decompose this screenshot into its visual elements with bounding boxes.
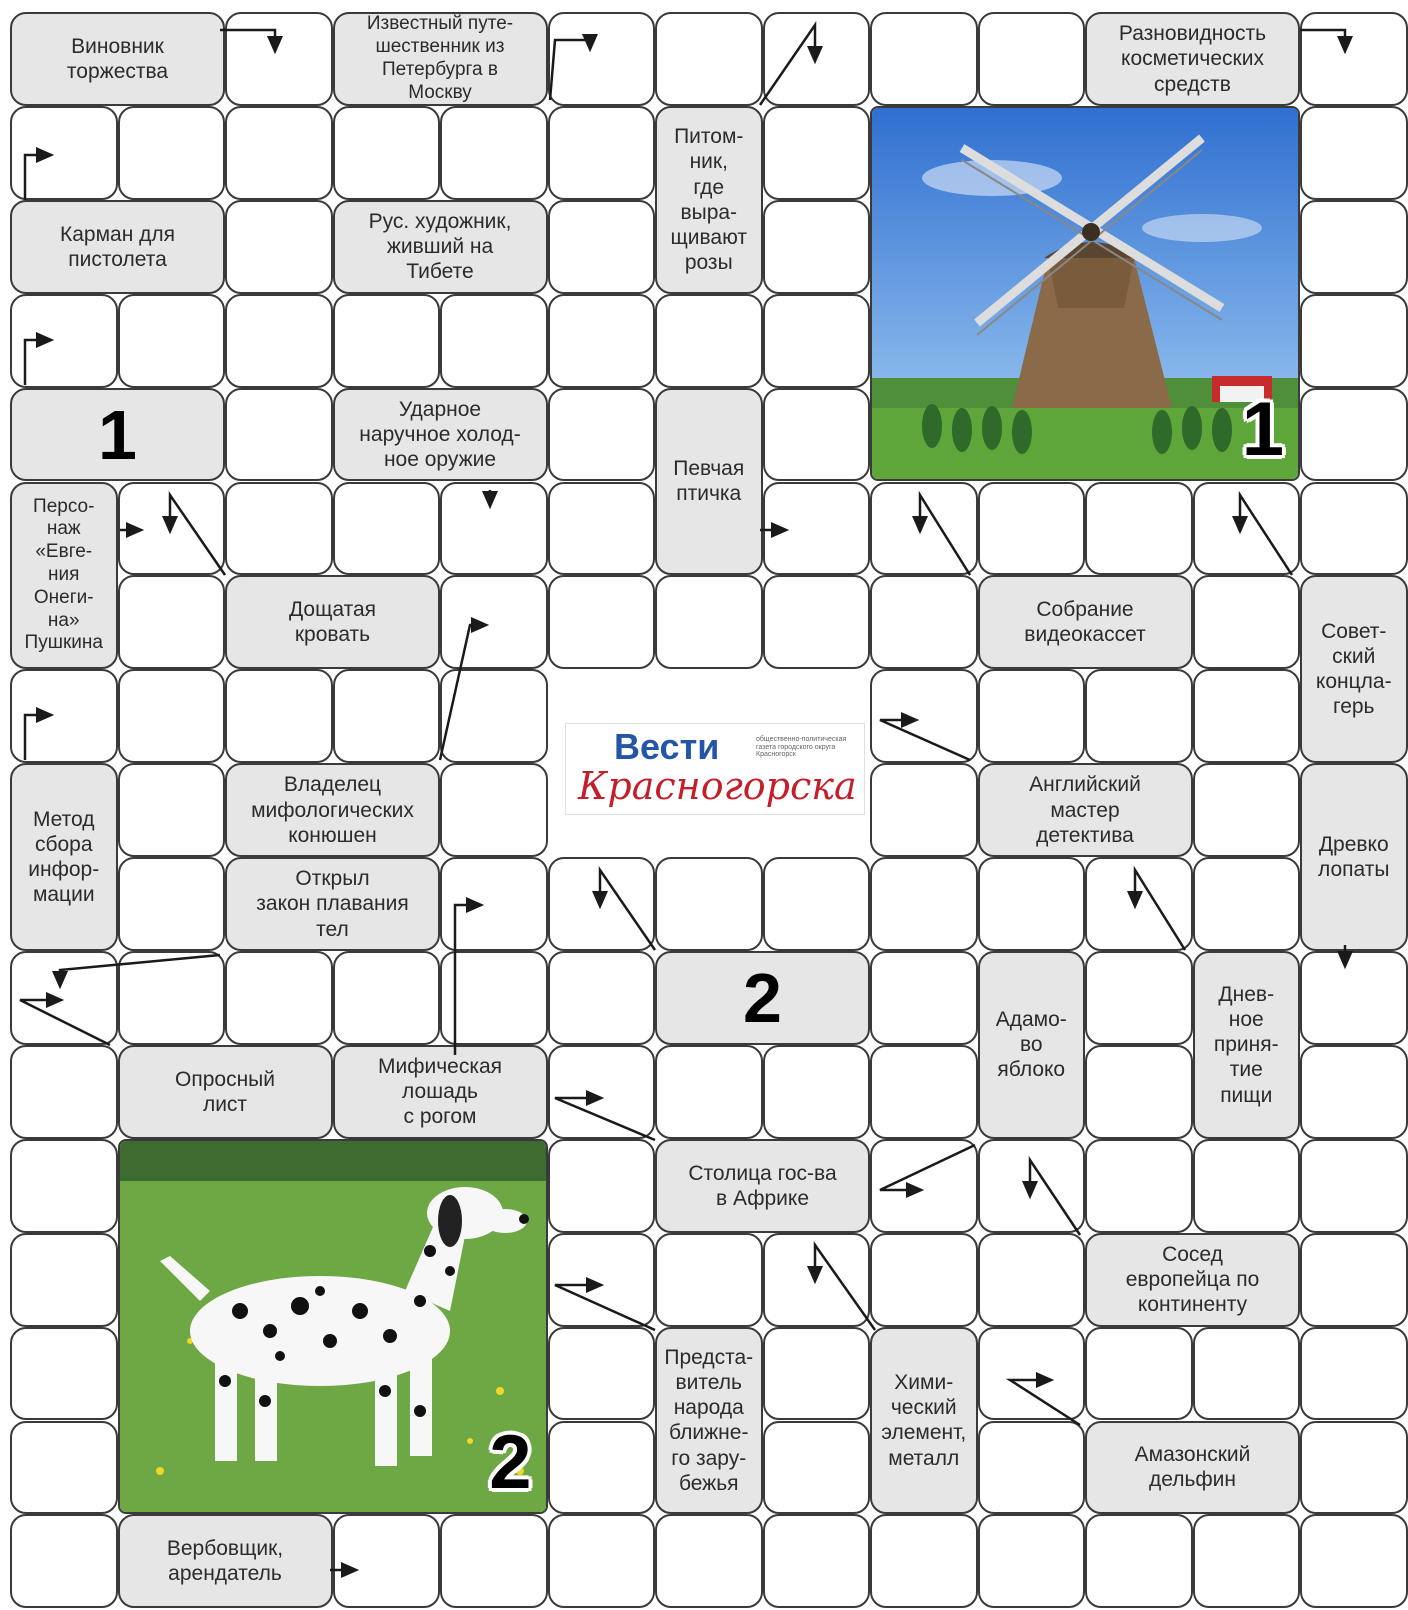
clue-cell: Карман для пистолета — [10, 200, 225, 294]
grid-cell[interactable] — [440, 575, 548, 669]
grid-cell[interactable] — [655, 1045, 763, 1139]
grid-cell[interactable] — [763, 857, 871, 951]
grid-cell[interactable] — [10, 1233, 118, 1327]
grid-cell[interactable] — [763, 1421, 871, 1515]
grid-cell[interactable] — [655, 12, 763, 106]
grid-cell[interactable] — [763, 12, 871, 106]
grid-cell[interactable] — [548, 857, 656, 951]
photo-number-badge: 1 — [1241, 387, 1284, 473]
clue-cell: Совет- ский концла- герь — [1300, 575, 1408, 763]
grid-cell[interactable] — [225, 200, 333, 294]
grid-cell[interactable] — [978, 1421, 1086, 1515]
grid-cell[interactable] — [548, 575, 656, 669]
grid-cell[interactable] — [1300, 12, 1408, 106]
grid-cell[interactable] — [978, 669, 1086, 763]
dalmatian-image — [120, 1141, 548, 1515]
clue-cell: Дощатая кровать — [225, 575, 440, 669]
grid-cell[interactable] — [10, 1421, 118, 1515]
grid-cell[interactable] — [225, 294, 333, 388]
windmill-image — [872, 108, 1300, 482]
grid-cell[interactable] — [440, 106, 548, 200]
grid-cell[interactable] — [870, 857, 978, 951]
grid-cell[interactable] — [870, 1045, 978, 1139]
clue-cell: Адамо- во яблоко — [978, 951, 1086, 1139]
grid-cell[interactable] — [118, 669, 226, 763]
grid-cell[interactable] — [548, 1514, 656, 1608]
grid-cell[interactable] — [548, 1139, 656, 1233]
clue-cell: Виновник торжества — [10, 12, 225, 106]
grid-cell[interactable] — [763, 294, 871, 388]
grid-cell[interactable] — [10, 294, 118, 388]
clue-cell: Древко лопаты — [1300, 763, 1408, 951]
grid-cell[interactable] — [870, 12, 978, 106]
grid-cell[interactable] — [655, 1233, 763, 1327]
grid-cell[interactable] — [333, 1514, 441, 1608]
clue-cell: Ударное наручное холод- ное оружие — [333, 388, 548, 482]
grid-cell[interactable] — [870, 575, 978, 669]
dalmatian-photo — [118, 1139, 548, 1515]
grid-cell[interactable] — [548, 951, 656, 1045]
newspaper-logo — [565, 723, 865, 815]
clue-cell: Предста- витель народа ближне- го зару- бежья — [655, 1327, 763, 1515]
grid-cell[interactable] — [118, 575, 226, 669]
clue-cell: Хими- ческий элемент, металл — [870, 1327, 978, 1515]
logo-tagline: общественно-политическая газета городского округа Красногорск — [756, 736, 847, 759]
grid-cell[interactable] — [978, 1233, 1086, 1327]
grid-cell[interactable] — [1300, 1233, 1408, 1327]
clue-cell: Английский мастер детектива — [978, 763, 1193, 857]
grid-cell[interactable] — [440, 763, 548, 857]
grid-cell[interactable] — [1085, 1139, 1193, 1233]
grid-cell[interactable] — [548, 388, 656, 482]
grid-cell[interactable] — [978, 12, 1086, 106]
grid-cell[interactable] — [440, 951, 548, 1045]
grid-cell[interactable] — [1300, 1514, 1408, 1608]
grid-cell[interactable] — [548, 106, 656, 200]
clue-cell: Владелец мифологических конюшен — [225, 763, 440, 857]
grid-cell[interactable] — [225, 388, 333, 482]
grid-cell[interactable] — [333, 294, 441, 388]
grid-cell[interactable] — [225, 482, 333, 576]
grid-cell[interactable] — [333, 106, 441, 200]
clue-cell: Рус. художник, живший на Тибете — [333, 200, 548, 294]
grid-cell[interactable] — [118, 951, 226, 1045]
grid-cell[interactable] — [1193, 1327, 1301, 1421]
grid-cell[interactable] — [1300, 294, 1408, 388]
grid-cell[interactable] — [1085, 857, 1193, 951]
clue-cell: Разновидность косметических средств — [1085, 12, 1300, 106]
grid-cell[interactable] — [763, 1233, 871, 1327]
grid-cell[interactable] — [548, 482, 656, 576]
clue-cell: Амазонский дельфин — [1085, 1421, 1300, 1515]
grid-cell[interactable] — [440, 669, 548, 763]
clue-cell: Метод сбора инфор- мации — [10, 763, 118, 951]
grid-cell[interactable] — [333, 669, 441, 763]
grid-cell[interactable] — [548, 1421, 656, 1515]
clue-cell: Сосед европейца по континенту — [1085, 1233, 1300, 1327]
grid-cell[interactable] — [1085, 1514, 1193, 1608]
grid-cell[interactable] — [978, 1327, 1086, 1421]
grid-cell[interactable] — [118, 106, 226, 200]
clue-cell: Питом- ник, где выра- щивают розы — [655, 106, 763, 294]
grid-cell[interactable] — [1085, 669, 1193, 763]
clue-cell: Персо- наж «Евге- ния Онеги- на» Пушкина — [10, 482, 118, 670]
photo-number-badge: 2 — [489, 1420, 532, 1506]
grid-cell[interactable] — [1193, 575, 1301, 669]
grid-cell[interactable] — [978, 857, 1086, 951]
clue-cell: Мифическая лошадь с рогом — [333, 1045, 548, 1139]
grid-cell[interactable] — [870, 669, 978, 763]
grid-cell[interactable] — [440, 857, 548, 951]
logo-title-krasnogorska: Красногорска — [578, 764, 857, 808]
grid-cell[interactable] — [655, 294, 763, 388]
grid-cell[interactable] — [1193, 669, 1301, 763]
clue-cell: Столица гос-ва в Африке — [655, 1139, 870, 1233]
grid-cell[interactable] — [1300, 1327, 1408, 1421]
grid-cell[interactable] — [548, 200, 656, 294]
grid-cell[interactable] — [118, 482, 226, 576]
grid-cell[interactable] — [10, 1327, 118, 1421]
grid-cell[interactable] — [763, 1327, 871, 1421]
grid-cell[interactable] — [1193, 1514, 1301, 1608]
grid-cell[interactable] — [118, 763, 226, 857]
grid-cell[interactable] — [655, 575, 763, 669]
grid-cell[interactable] — [440, 294, 548, 388]
grid-cell[interactable] — [763, 388, 871, 482]
grid-cell[interactable] — [440, 1514, 548, 1608]
grid-cell[interactable] — [870, 1233, 978, 1327]
photo-reference-number: 2 — [655, 951, 870, 1045]
grid-cell[interactable] — [548, 1233, 656, 1327]
grid-cell[interactable] — [225, 669, 333, 763]
photo-reference-number: 1 — [10, 388, 225, 482]
clue-cell: Вербовщик, арендатель — [118, 1514, 333, 1608]
grid-cell[interactable] — [225, 12, 333, 106]
grid-cell[interactable] — [1193, 763, 1301, 857]
grid-cell[interactable] — [1085, 951, 1193, 1045]
grid-cell[interactable] — [1193, 482, 1301, 576]
grid-cell[interactable] — [10, 1045, 118, 1139]
grid-cell[interactable] — [1300, 482, 1408, 576]
grid-cell[interactable] — [763, 1514, 871, 1608]
grid-cell[interactable] — [763, 1045, 871, 1139]
grid-cell[interactable] — [1300, 1045, 1408, 1139]
grid-cell[interactable] — [1300, 1139, 1408, 1233]
grid-cell[interactable] — [1300, 388, 1408, 482]
grid-cell[interactable] — [333, 482, 441, 576]
grid-cell[interactable] — [1300, 106, 1408, 200]
clue-cell: Днев- ное приня- тие пищи — [1193, 951, 1301, 1139]
grid-cell[interactable] — [978, 482, 1086, 576]
grid-cell[interactable] — [548, 12, 656, 106]
clue-cell: Открыл закон плавания тел — [225, 857, 440, 951]
clue-cell: Собрание видеокассет — [978, 575, 1193, 669]
grid-cell[interactable] — [763, 106, 871, 200]
grid-cell[interactable] — [655, 857, 763, 951]
grid-cell[interactable] — [870, 951, 978, 1045]
grid-cell[interactable] — [548, 1327, 656, 1421]
grid-cell[interactable] — [978, 1139, 1086, 1233]
grid-cell[interactable] — [1085, 482, 1193, 576]
windmill-photo — [870, 106, 1300, 482]
grid-cell[interactable] — [870, 1514, 978, 1608]
grid-cell[interactable] — [118, 857, 226, 951]
grid-cell[interactable] — [548, 1045, 656, 1139]
grid-cell[interactable] — [548, 294, 656, 388]
logo-title-vesti: Вести — [614, 726, 720, 767]
grid-cell[interactable] — [1193, 1139, 1301, 1233]
grid-cell[interactable] — [1300, 1421, 1408, 1515]
grid-cell[interactable] — [763, 482, 871, 576]
grid-cell[interactable] — [1193, 857, 1301, 951]
grid-cell[interactable] — [10, 106, 118, 200]
grid-cell[interactable] — [225, 106, 333, 200]
grid-cell[interactable] — [333, 951, 441, 1045]
grid-cell[interactable] — [763, 200, 871, 294]
grid-cell[interactable] — [1085, 1327, 1193, 1421]
grid-cell[interactable] — [655, 1514, 763, 1608]
clue-cell: Певчая птичка — [655, 388, 763, 576]
grid-cell[interactable] — [10, 951, 118, 1045]
grid-cell[interactable] — [763, 575, 871, 669]
grid-cell[interactable] — [10, 1139, 118, 1233]
grid-cell[interactable] — [870, 1139, 978, 1233]
grid-cell[interactable] — [10, 1514, 118, 1608]
grid-cell[interactable] — [978, 1514, 1086, 1608]
grid-cell[interactable] — [10, 669, 118, 763]
grid-cell[interactable] — [440, 482, 548, 576]
grid-cell[interactable] — [870, 482, 978, 576]
grid-cell[interactable] — [1300, 951, 1408, 1045]
grid-cell[interactable] — [118, 294, 226, 388]
clue-cell: Известный путе- шественник из Петербурга в Москву — [333, 12, 548, 106]
grid-cell[interactable] — [225, 951, 333, 1045]
grid-cell[interactable] — [870, 763, 978, 857]
grid-cell[interactable] — [1300, 200, 1408, 294]
clue-cell: Опросный лист — [118, 1045, 333, 1139]
grid-cell[interactable] — [1085, 1045, 1193, 1139]
